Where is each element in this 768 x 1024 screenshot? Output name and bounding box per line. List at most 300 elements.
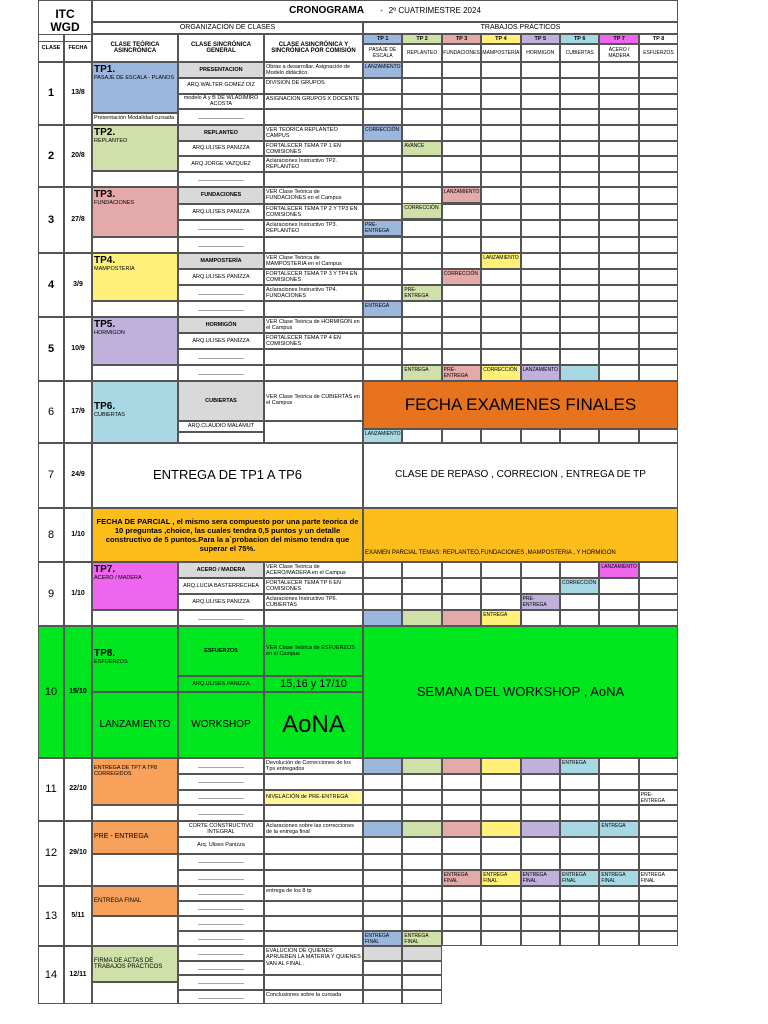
sincronica-cell-text: _______________ <box>198 353 244 360</box>
tp-mark <box>363 429 402 443</box>
tp-grid-cell <box>560 790 599 806</box>
tp-grid-cell <box>481 62 520 78</box>
tp-grid-cell <box>560 837 599 853</box>
teorica-cell <box>92 125 178 171</box>
asincronica-cell <box>264 220 363 237</box>
tp-grid-cell <box>402 886 441 901</box>
tp-grid-cell <box>560 125 599 141</box>
teorica-cell <box>92 187 178 237</box>
tp-mark-text: ENTREGA FINAL <box>562 871 586 885</box>
tp-grid-cell <box>402 333 441 349</box>
row-date-text: 27/8 <box>71 215 85 223</box>
tp-grid-cell <box>363 870 402 886</box>
tp-grid-cell <box>639 349 678 365</box>
teorica-empty <box>92 916 178 946</box>
row-date-text: 5/11 <box>71 911 85 919</box>
tp-grid-cell <box>363 990 402 1005</box>
tp-grid-cell <box>599 156 638 172</box>
tp-grid-cell <box>521 886 560 901</box>
tp-mark-text: CORRECCIÓN <box>443 271 478 277</box>
tp-mark <box>521 821 560 837</box>
tp-grid-cell <box>560 220 599 237</box>
asincronica-cell <box>264 975 363 990</box>
sincronica-cell <box>178 578 264 594</box>
tp-grid-cell <box>402 837 441 853</box>
tp-grid-cell <box>560 269 599 285</box>
tp-title: TP8. <box>94 648 116 659</box>
tp-grid-cell <box>442 594 481 610</box>
tp-grid-cell <box>599 837 638 853</box>
tp-grid-cell <box>599 269 638 285</box>
sincronica-cell <box>178 237 264 254</box>
tp-grid-cell <box>442 562 481 578</box>
tp-grid-cell <box>402 975 441 990</box>
asincronica-cell-text: Devolución de Correcciones de los Tps entregados <box>266 760 351 773</box>
tp-grid-cell <box>442 220 481 237</box>
tp-mark-text: ENTREGA FINAL <box>365 933 389 946</box>
row-number-text: 6 <box>47 405 55 418</box>
tp-grid-cell <box>363 594 402 610</box>
tp-grid-cell <box>402 156 441 172</box>
tp-grid-cell <box>442 62 481 78</box>
asincronica-cell <box>264 301 363 317</box>
teorica-empty <box>92 365 178 381</box>
sincronica-cell-text: CUBIERTAS <box>205 397 237 404</box>
tp-grid-cell <box>599 790 638 806</box>
sincronica-cell-text: ESFUERZOS <box>204 647 238 654</box>
tp-mark-text: ENTREGA <box>483 612 508 618</box>
tp-grid-cell <box>560 156 599 172</box>
tp-grid-cell <box>442 94 481 110</box>
asincronica-cell-text: DIVISION DE GRUPOS <box>266 79 325 86</box>
tp-col-label-text: TP 7 <box>613 35 625 42</box>
asincronica-cell-text: VER Clase Teórica de ESFUERZOS en el Campus <box>266 645 355 658</box>
tp-grid-cell <box>599 285 638 301</box>
teorica-extra-text: Presentación Modalidad cursada <box>94 115 175 121</box>
tp-grid-cell <box>599 774 638 790</box>
row-number <box>38 187 64 253</box>
tp-mark <box>599 562 638 578</box>
sincronica-cell <box>178 421 264 432</box>
tp-grid-cell <box>442 204 481 221</box>
asincronica-cell <box>264 381 363 421</box>
tp-grid-cell <box>560 854 599 870</box>
asincronica-cell-text: EVALUCION DE QUIENES APRUEBEN LA MATERIA Y QUIENES VAN AL FINAL . <box>266 948 361 967</box>
row-date-text: 24/9 <box>71 471 85 479</box>
row-number-text: 8 <box>47 528 55 541</box>
asincronica-cell <box>264 204 363 221</box>
tp-mark-text: CORRECCIÓN <box>404 205 439 211</box>
sincronica-cell-text: _______________ <box>198 920 244 927</box>
tp-grid-cell <box>639 837 678 853</box>
sincronica-cell <box>178 961 264 976</box>
tp-grid-cell <box>639 594 678 610</box>
tp-grid-cell <box>402 349 441 365</box>
tp-subtitle: REPLANTEO <box>94 138 128 144</box>
teorica-empty <box>92 805 178 821</box>
asincronica-cell <box>264 805 363 821</box>
tp-mark-text: LANZAMIENTO <box>443 189 480 195</box>
row-date-text: 22/10 <box>69 785 87 793</box>
tp-grid-cell <box>599 854 638 870</box>
row-number <box>38 946 64 1004</box>
asincronica-cell <box>264 317 363 333</box>
sincronica-cell-text: _______________ <box>198 113 244 120</box>
tp-grid-cell <box>481 172 520 188</box>
exam-finals-banner <box>363 381 678 429</box>
asincronica-cell <box>264 109 363 125</box>
asincronica-cell <box>264 125 363 141</box>
tp-grid-cell <box>599 204 638 221</box>
asincronica-cell-text: Aclaraciones Instructivo TP4. FUNDACIONES <box>266 287 338 300</box>
title-dash: - <box>380 5 383 15</box>
tp-grid-cell <box>599 931 638 946</box>
lanzamiento-cell <box>92 692 178 758</box>
tp-grid-cell <box>599 125 638 141</box>
teorica-cell <box>92 886 178 916</box>
sincronica-cell-text: _______________ <box>198 289 244 296</box>
tp-grid-cell <box>402 916 441 931</box>
sincronica-cell <box>178 886 264 901</box>
tp-mark <box>402 931 441 946</box>
sincronica-cell <box>178 187 264 204</box>
tp-grid-cell <box>481 204 520 221</box>
tp-subtitle: ACERO / MADERA <box>94 575 142 581</box>
sincronica-cell <box>178 125 264 141</box>
sincronica-cell-text: PRESENTACION <box>199 66 243 73</box>
row-date-text: 10/9 <box>71 344 85 352</box>
tp-mark-text: CORRECCIÓN <box>483 367 518 373</box>
row-date <box>64 62 92 125</box>
asincronica-cell <box>264 78 363 94</box>
tp-grid-cell <box>639 301 678 317</box>
tp-mark <box>639 870 678 886</box>
tp-col-label-text: TP 8 <box>652 35 665 42</box>
tp-grid-cell <box>521 805 560 821</box>
asincronica-cell <box>264 931 363 946</box>
teorica-cell-text: ENTREGA FINAL <box>94 897 142 904</box>
row-number-text: 10 <box>44 685 58 698</box>
sincronica-cell-text: _______________ <box>198 794 244 801</box>
tp-grid-cell <box>599 901 638 916</box>
tp-grid-cell <box>363 774 402 790</box>
teorica-empty <box>92 982 178 1004</box>
row-date <box>64 886 92 946</box>
tp-grid-cell <box>560 333 599 349</box>
tp-mark-text: LANZAMIENTO <box>483 255 519 261</box>
sincronica-cell <box>178 317 264 333</box>
sincronica-cell <box>178 758 264 774</box>
tp-grid-cell <box>521 774 560 790</box>
asincronica-cell <box>264 946 363 975</box>
tp-grid-cell <box>402 172 441 188</box>
tp-mark <box>560 365 599 381</box>
sincronica-cell-text: _______________ <box>198 809 244 816</box>
teorica-cell <box>92 626 178 692</box>
sincronica-cell <box>178 94 264 110</box>
tp-col-label-text: TP 2 <box>416 35 428 42</box>
asincronica-cell-text: entrega de los 8 tp <box>266 888 312 894</box>
asincronica-cell <box>264 187 363 204</box>
sincronica-cell-text: REPLANTEO <box>204 129 238 136</box>
asincronica-cell-text: FORTALECER TEMA TP 3 Y TP4 EN COMISIONES <box>266 271 358 284</box>
col-fecha <box>64 34 92 62</box>
tp-grid-cell <box>363 854 402 870</box>
sincronica-cell <box>178 774 264 790</box>
tp-grid-cell <box>521 854 560 870</box>
tp-grid-cell <box>521 204 560 221</box>
tp-col-sub-text: ACERO / MADERA <box>608 46 630 59</box>
tp-grid-cell <box>639 610 678 626</box>
tp-mark <box>363 220 402 236</box>
tp-grid-cell <box>363 886 402 901</box>
tp-grid-cell <box>560 62 599 78</box>
tp-mark <box>481 821 520 837</box>
tp-grid-cell <box>481 237 520 254</box>
sincronica-cell-text: ARQ.WALTER GOMEZ DIZ <box>187 82 255 89</box>
tp-mark <box>481 365 520 381</box>
asincronica-cell-text: VER TEORICA REPLANTEO CAMPUS <box>266 127 338 140</box>
asincronica-cell <box>264 774 363 790</box>
tp-title: TP6. <box>94 401 116 412</box>
sincronica-cell <box>178 156 264 172</box>
asincronica-cell <box>264 821 363 837</box>
tp-title: TP7. <box>94 564 116 575</box>
tp-mark <box>560 821 599 837</box>
tp-grid-cell <box>521 301 560 317</box>
asincronica-cell <box>264 62 363 78</box>
tp-mark <box>363 946 402 961</box>
tp-grid-cell <box>481 774 520 790</box>
tp-grid-cell <box>521 237 560 254</box>
tp-grid-cell <box>442 774 481 790</box>
tp-grid-cell <box>481 220 520 237</box>
sincronica-cell-text: _______________ <box>198 778 244 785</box>
workshop-week-banner <box>363 626 678 758</box>
tp-mark-text: ENTREGA FINAL <box>483 871 508 885</box>
row-number <box>38 508 64 562</box>
row-number-text: 2 <box>47 149 55 162</box>
tp-grid-cell <box>442 429 481 443</box>
row-number-text: 1 <box>47 87 55 100</box>
teorica-cell-text: PRE - ENTREGA <box>94 833 149 841</box>
tp-mark <box>521 870 560 886</box>
asincronica-cell <box>264 901 363 916</box>
row-number <box>38 821 64 886</box>
tp-grid-cell <box>481 269 520 285</box>
tp-grid-cell <box>560 805 599 821</box>
col-clase <box>38 34 64 62</box>
tp-grid-cell <box>402 562 441 578</box>
sincronica-cell <box>178 946 264 961</box>
sincronica-cell <box>178 365 264 381</box>
tp-mark-text: AVANCE <box>404 143 425 149</box>
tp-grid-cell <box>521 562 560 578</box>
tp-col-label-text: TP 5 <box>534 35 547 42</box>
col-asincronica-text: CLASE ASINCRÓNICA Y SINCRÓNICA POR COMISIÓN <box>271 41 356 54</box>
tp-mark <box>363 758 402 774</box>
tp-grid-cell <box>363 269 402 285</box>
tp-grid-cell <box>639 285 678 301</box>
parcial-banner-text: FECHA DE PARCIAL , el mismo sera compuesto por una parte teorica de 10 preguntas ,choice, las cuales tendra 0,5 puntos y un detalle constructivo de 5 puntos.Para la a`probacion del mismo tendra que superar el 75%. <box>96 517 359 553</box>
tp-grid-cell <box>402 78 441 94</box>
tp-grid-cell <box>639 78 678 94</box>
teorica-empty <box>92 854 178 886</box>
tp-grid-cell <box>363 172 402 188</box>
tp-grid-cell <box>442 317 481 333</box>
col-sincronica-text: CLASE SINCRÓNICA GENERAL <box>190 41 251 54</box>
tp-col-label-text: TP 3 <box>455 35 468 42</box>
tp-grid-cell <box>560 301 599 317</box>
asincronica-cell-text: VER Clase Teórica de CUBIERTAS en el Campus <box>266 394 360 407</box>
tp-grid-cell <box>481 301 520 317</box>
tp-grid-cell <box>481 886 520 901</box>
tp-grid-cell <box>402 237 441 254</box>
tp-grid-cell <box>363 141 402 157</box>
tp-grid-cell <box>402 774 441 790</box>
tp-grid-cell <box>402 901 441 916</box>
asincronica-cell <box>264 269 363 285</box>
asincronica-cell-text: NIVELACIÓN de PRE-ENTREGA <box>266 794 349 801</box>
tp-mark-text: ENTREGA <box>365 303 390 309</box>
row-date <box>64 626 92 758</box>
dates-cell-text: 15,16 y 17/10 <box>280 677 347 690</box>
sincronica-cell-text: ARQ.LUCIA BASTERRECHEA <box>183 582 259 589</box>
tp-grid-cell <box>521 578 560 594</box>
tp-mark <box>560 870 599 886</box>
tp-grid-cell <box>599 349 638 365</box>
tp-grid-cell <box>521 156 560 172</box>
sincronica-cell <box>178 432 264 443</box>
tp-grid-cell <box>363 916 402 931</box>
tp-grid-cell <box>363 365 402 381</box>
tp-grid-cell <box>363 790 402 806</box>
tp-grid-cell <box>599 172 638 188</box>
aona-cell-text: AoNA <box>282 710 345 738</box>
tp-mark <box>402 758 441 774</box>
tp-grid-cell <box>521 109 560 125</box>
asincronica-cell-text: Conclusiones sobre la cursada <box>266 991 342 998</box>
sincronica-cell <box>178 62 264 78</box>
tp-grid-cell <box>560 172 599 188</box>
tp-grid-cell <box>599 141 638 157</box>
entrega-banner <box>92 443 363 508</box>
asincronica-cell <box>264 94 363 110</box>
sincronica-cell-text: modelo A y B DE WLADIMIRO ACOSTA <box>183 95 259 108</box>
tp-grid-cell <box>521 172 560 188</box>
tp-mark <box>363 62 402 78</box>
tp-grid-cell <box>442 125 481 141</box>
tp-grid-cell <box>442 901 481 916</box>
entrega-banner-text: ENTREGA DE TP1 A TP6 <box>152 467 303 483</box>
teorica-cell <box>92 253 178 301</box>
tp-grid-cell <box>481 854 520 870</box>
tp-grid-cell <box>599 109 638 125</box>
exam-finals-banner-text: FECHA EXAMENES FINALES <box>404 394 637 414</box>
tp-col-sub-text: CUBIERTAS <box>565 49 594 56</box>
row-date <box>64 443 92 508</box>
tp-grid-cell <box>521 220 560 237</box>
tp-grid-cell <box>521 901 560 916</box>
tp-mark <box>481 253 520 269</box>
sincronica-cell-text: ARQ.ULISES PANIZZA <box>192 337 250 344</box>
sincronica-cell-text: _______________ <box>198 225 244 232</box>
sincronica-cell-text: ARQ.ULISES PANIZZA <box>192 598 250 605</box>
row-date <box>64 317 92 381</box>
asincronica-cell <box>264 141 363 157</box>
sincronica-cell <box>178 676 264 692</box>
tp-grid-cell <box>402 125 441 141</box>
row-number <box>38 253 64 317</box>
row-number-text: 4 <box>47 278 55 291</box>
tp-mark-text: CORRECCIÓN <box>365 127 400 133</box>
tp-grid-cell <box>599 429 638 443</box>
row-date-text: 1/10 <box>71 530 85 538</box>
tp-grid-cell <box>599 317 638 333</box>
tp-col-sub-text: PASAJE DE ESCALA <box>369 46 397 59</box>
tp-title: TP3. <box>94 189 116 200</box>
sincronica-cell <box>178 901 264 916</box>
tp-mark <box>402 365 441 381</box>
parcial-topics-text: EXAMEN PARCIAL TEMAS: REPLANTEO,FUNDACIONES ,MAMPOSTERIA , Y HORMIGON <box>365 550 616 556</box>
tp-grid-cell <box>402 805 441 821</box>
tp-grid-cell <box>599 301 638 317</box>
sincronica-cell <box>178 109 264 125</box>
row-number-text: 11 <box>45 783 57 796</box>
sincronica-cell-text: ARQ.ULISES PANIZZA <box>192 680 250 687</box>
tp-grid-cell <box>639 109 678 125</box>
tp-grid-cell <box>521 285 560 301</box>
tp-grid-cell <box>402 790 441 806</box>
tp-grid-cell <box>639 269 678 285</box>
tp-grid-cell <box>599 253 638 269</box>
tp-grid-cell <box>363 204 402 221</box>
tp-grid-cell <box>639 562 678 578</box>
tp-mark <box>481 870 520 886</box>
tp-grid-cell <box>599 805 638 821</box>
tp-grid-cell <box>521 429 560 443</box>
sincronica-cell-text: _______________ <box>198 890 244 897</box>
teorica-cell-text: ENTREGA DE TP7 A TP8 CORREGIDOS <box>94 765 158 778</box>
teorica-empty <box>92 171 178 187</box>
tp-col-sub <box>521 44 560 62</box>
asincronica-cell <box>264 610 363 626</box>
sincronica-cell-text: _______________ <box>198 241 244 248</box>
tp-grid-cell <box>481 790 520 806</box>
tp-col-sub-text: HORMIGON <box>526 49 555 56</box>
tp-mark <box>442 365 481 381</box>
tp-mark <box>363 610 402 626</box>
tp-grid-cell <box>402 578 441 594</box>
tp-grid-cell <box>442 156 481 172</box>
tp-col-sub <box>402 44 441 62</box>
tp-grid-cell <box>521 931 560 946</box>
row-number <box>38 562 64 626</box>
sincronica-cell <box>178 285 264 301</box>
sincronica-cell-text: FUNDACIONES <box>200 192 242 199</box>
sincronica-cell <box>178 269 264 285</box>
tp-grid-cell <box>599 916 638 931</box>
tp-mark-text: LANZAMIENTO <box>365 64 401 70</box>
tp-grid-cell <box>521 141 560 157</box>
row-date <box>64 187 92 253</box>
asincronica-cell <box>264 253 363 269</box>
sincronica-cell <box>178 916 264 931</box>
tp-grid-cell <box>442 285 481 301</box>
org-header-text: ORGANIZACIÓN DE CLASES <box>179 23 276 31</box>
tp-grid-cell <box>639 125 678 141</box>
tp-grid-cell <box>363 805 402 821</box>
